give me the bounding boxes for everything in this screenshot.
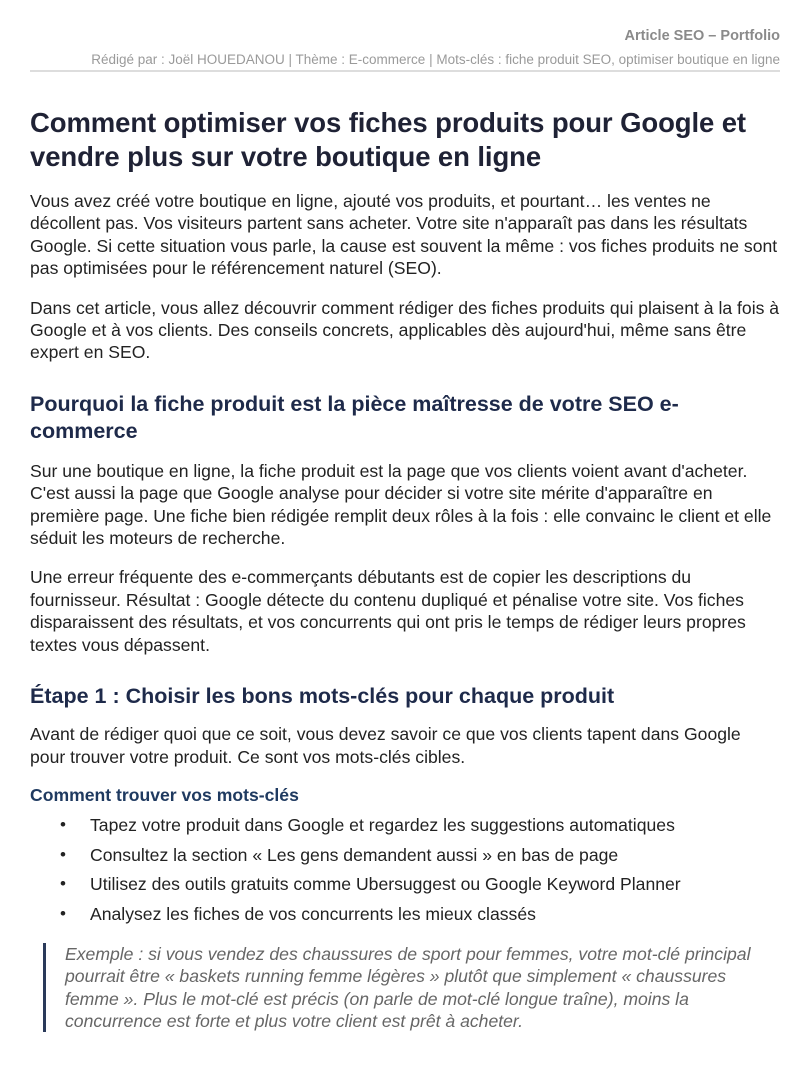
- list-item-text: Consultez la section « Les gens demandent aussi » en bas de page: [90, 844, 619, 865]
- intro-paragraph-2: Dans cet article, vous allez découvrir comment rédiger des fiches produits qui plaisent à la fois à Google et à vos clients. Des conseils concrets, applicables dès aujourd'hui, même sans être expert en SEO.: [30, 297, 780, 363]
- list-item: [30, 903, 780, 925]
- list-item: [30, 844, 780, 866]
- header-meta: Rédigé par : Joël HOUEDANOU | Thème : E-commerce | Mots-clés : fiche produit SEO, optimiser boutique en ligne: [91, 52, 780, 67]
- intro-paragraph-1: Vous avez créé votre boutique en ligne, ajouté vos produits, et pourtant… les ventes ne décollent pas. Vos visiteurs partent sans acheter. Votre site n'apparaît pas dans les résultats Google. Si cette situation vous parle, la cause est souvent la même : vos fiches produits ne sont pas optimisées pour le référencement naturel (SEO).: [30, 191, 778, 279]
- keyword-tips-list: [30, 814, 780, 925]
- list-item-text: Analysez les fiches de vos concurrents les mieux classés: [90, 903, 536, 924]
- section-heading-why: Pourquoi la fiche produit est la pièce maîtresse de votre SEO e-commerce: [30, 391, 679, 443]
- bullet-icon: •: [60, 844, 66, 864]
- subheading-find-keywords: Comment trouver vos mots-clés: [30, 784, 299, 805]
- bullet-icon: •: [60, 874, 66, 894]
- header-title: Article SEO – Portfolio: [624, 28, 780, 44]
- step1-paragraph: Avant de rédiger quoi que ce soit, vous devez savoir ce que vos clients tapent dans Google pour trouver votre produit. Ce sont vos mots-clés cibles.: [30, 724, 741, 767]
- list-item: [30, 873, 780, 895]
- section-heading-step1: Étape 1 : Choisir les bons mots-clés pour chaque produit: [30, 684, 615, 709]
- example-quote: Exemple : si vous vendez des chaussures de sport pour femmes, votre mot-clé principal pourrait être « baskets running femme légères » plutôt que simplement « chaussures femme ». Plus le mot-clé est précis (on parle de mot-clé longue traîne), moins la concurrence est forte et plus votre client est prêt à acheter.: [43, 943, 780, 1033]
- list-item-text: Tapez votre produit dans Google et regardez les suggestions automatiques: [90, 814, 675, 835]
- bullet-icon: •: [60, 903, 66, 923]
- document-header: [30, 0, 780, 72]
- why-paragraph-1: Sur une boutique en ligne, la fiche produit est la page que vos clients voient avant d'acheter. C'est aussi la page que Google analyse pour décider si votre site mérite d'apparaître en première page. Une fiche bien rédigée remplit deux rôles à la fois : elle convainc le client et elle séduit les moteurs de recherche.: [30, 460, 772, 549]
- list-item-text: Utilisez des outils gratuits comme Ubersuggest ou Google Keyword Planner: [90, 874, 681, 895]
- bullet-icon: •: [60, 814, 66, 834]
- article-title: Comment optimiser vos fiches produits pour Google et vendre plus sur votre boutique en ligne: [30, 107, 746, 172]
- why-paragraph-2: Une erreur fréquente des e-commerçants débutants est de copier les descriptions du fournisseur. Résultat : Google détecte du contenu dupliqué et pénalise votre site. Vos fiches disparaissent des résultats, et vos concurrents qui ont pris le temps de rédiger leurs propres textes vous dépassent.: [30, 567, 746, 655]
- document-page: [30, 0, 780, 1032]
- list-item: [30, 814, 780, 836]
